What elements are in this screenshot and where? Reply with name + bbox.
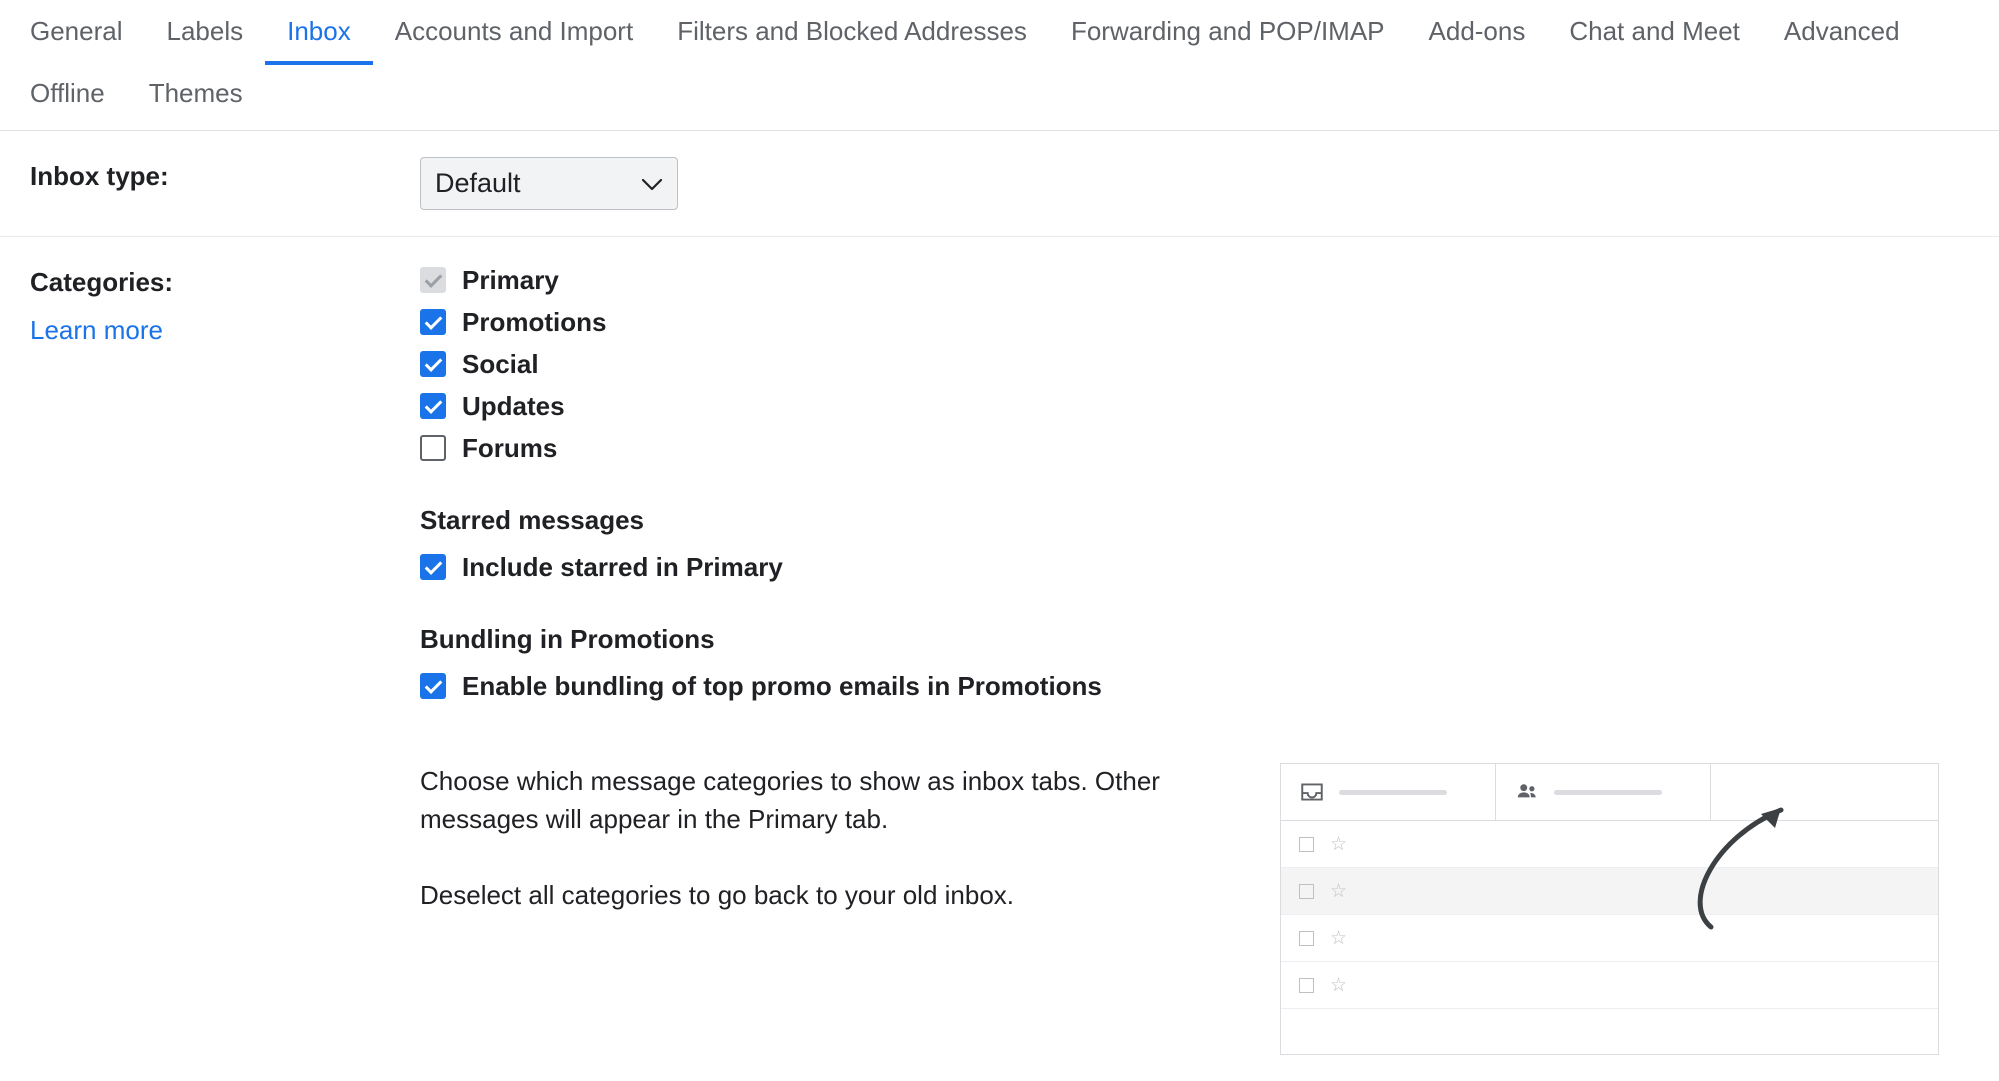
category-primary[interactable]: [420, 263, 1969, 297]
preview-message-row: [1281, 868, 1938, 915]
categories-learn-more-link[interactable]: Learn more: [30, 314, 163, 345]
preview-tab-primary: [1281, 764, 1496, 820]
checkbox-icon: [1299, 884, 1314, 899]
starred-messages-title: Starred messages: [420, 505, 645, 536]
tab-accounts-and-import[interactable]: Accounts and Import: [394, 16, 634, 46]
checkbox-updates[interactable]: [420, 393, 446, 419]
enable-bundling-label: Enable bundling of top promo emails in Promotions: [462, 670, 1102, 701]
preview-message-row: [1281, 962, 1938, 1009]
category-promotions[interactable]: [420, 305, 1969, 339]
preview-tab-empty: [1711, 764, 1938, 820]
star-icon: ☆: [1330, 974, 1348, 996]
checkbox-icon: [1299, 931, 1314, 946]
preview-message-row: [1281, 915, 1938, 962]
checkbox-forums[interactable]: [420, 435, 446, 461]
checkbox-primary: [420, 267, 446, 293]
checkbox-social[interactable]: [420, 351, 446, 377]
tab-filters-and-blocked-addresses[interactable]: Filters and Blocked Addresses: [677, 16, 1027, 46]
preview-tab-strip: [1281, 764, 1938, 821]
tab-add-ons[interactable]: Add-ons: [1428, 16, 1526, 46]
checkbox-include-starred-in-primary[interactable]: [420, 554, 446, 580]
checkbox-promotions[interactable]: [420, 309, 446, 335]
categories-description: [420, 763, 1210, 914]
categories-label: Categories:: [30, 267, 174, 298]
preview-tab-primary-bar: [1339, 790, 1447, 795]
people-icon: [1514, 779, 1540, 805]
inbox-type-label: Inbox type:: [30, 161, 169, 192]
categories-description-paragraph-2: Deselect all categories to go back to your old inbox.: [420, 879, 1015, 910]
star-icon: ☆: [1330, 833, 1348, 855]
settings-tabs: [0, 0, 1999, 131]
inbox-type-select-wrapper: [420, 157, 678, 210]
category-forums[interactable]: [420, 431, 1969, 465]
tab-offline[interactable]: Offline: [30, 78, 105, 109]
tab-chat-and-meet[interactable]: Chat and Meet: [1569, 16, 1740, 46]
category-forums-label: Forums: [462, 432, 558, 463]
checkbox-enable-bundling[interactable]: [420, 673, 446, 699]
preview-tab-social-bar: [1554, 790, 1662, 795]
tab-themes[interactable]: Themes: [148, 78, 243, 109]
inbox-tabs-preview: [1280, 763, 1939, 1055]
bundling-in-promotions-title: Bundling in Promotions: [420, 624, 715, 655]
categories-description-paragraph-1: Choose which message categories to show as inbox tabs. Other messages will appear in the Primary tab.: [420, 766, 1160, 835]
star-icon: ☆: [1330, 927, 1348, 949]
settings-tabs-row-1: [30, 0, 1969, 64]
inbox-icon: [1299, 779, 1325, 805]
inbox-type-content: [420, 157, 1969, 210]
bundling-enable-row[interactable]: [420, 669, 1969, 703]
categories-bottom-area: [420, 763, 1969, 1055]
tab-inbox[interactable]: Inbox: [265, 0, 373, 65]
include-starred-in-primary-label: Include starred in Primary: [462, 551, 783, 582]
category-promotions-label: Promotions: [462, 306, 607, 337]
settings-tabs-row-2: [30, 64, 1969, 130]
category-updates-label: Updates: [462, 390, 565, 421]
categories-row: [0, 237, 1999, 1081]
category-social[interactable]: [420, 347, 1969, 381]
preview-message-row: [1281, 821, 1938, 868]
category-social-label: Social: [462, 348, 539, 379]
inbox-type-select[interactable]: [420, 157, 678, 210]
categories-content: [420, 263, 1969, 1055]
star-icon: ☆: [1330, 880, 1348, 902]
inbox-type-row: [0, 131, 1999, 237]
tab-advanced[interactable]: Advanced: [1783, 16, 1900, 46]
checkbox-icon: [1299, 978, 1314, 993]
preview-tab-social: [1496, 764, 1711, 820]
tab-labels[interactable]: Labels: [166, 16, 244, 46]
starred-include-primary-row[interactable]: [420, 550, 1969, 584]
category-primary-label: Primary: [462, 264, 559, 295]
tab-general[interactable]: General: [30, 16, 123, 46]
category-updates[interactable]: [420, 389, 1969, 423]
checkbox-icon: [1299, 837, 1314, 852]
tab-forwarding-and-pop-imap[interactable]: Forwarding and POP/IMAP: [1070, 16, 1385, 46]
categories-label-col: [30, 263, 420, 347]
